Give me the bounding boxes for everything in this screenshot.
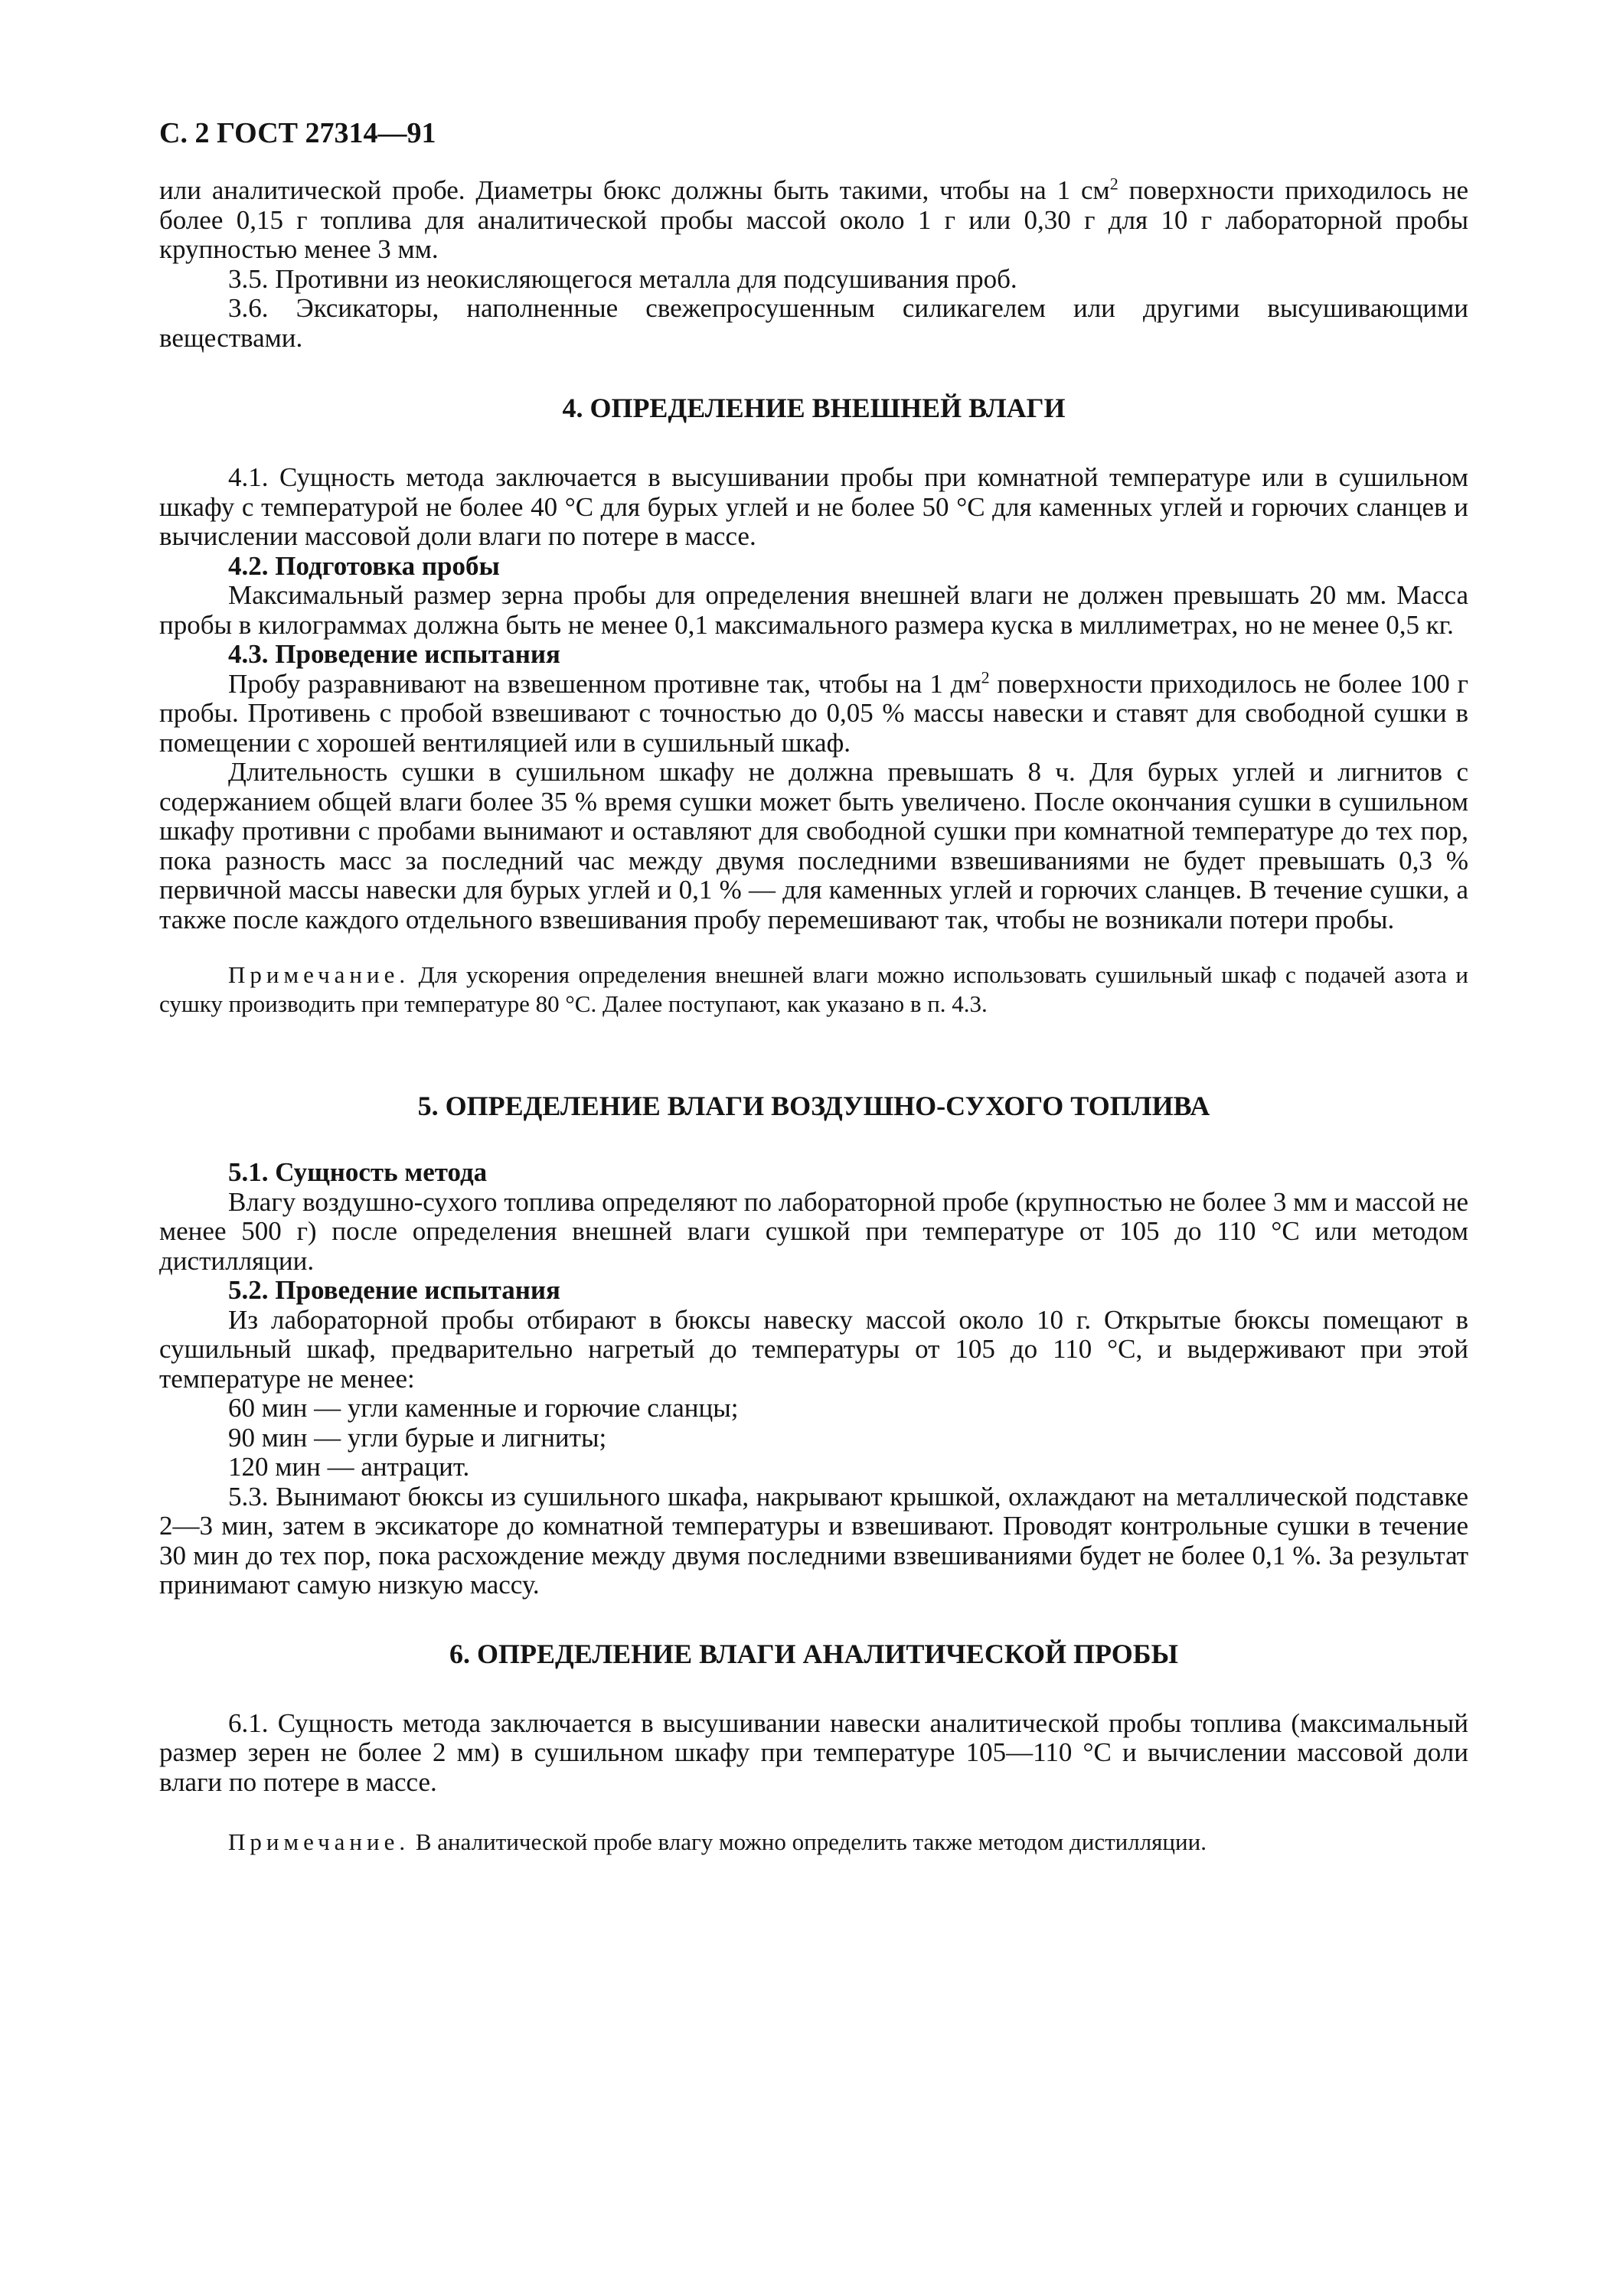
- superscript: 2: [981, 667, 990, 687]
- paragraph-4-2: Максимальный размер зерна пробы для определения внешней влаги не должен превышать 20 мм. Масса пробы в килограммах должна быть не менее 0,1 максимального размера куска в миллиметрах, но не менее 0,5 кг.: [159, 580, 1468, 640]
- subheading-5-1: 5.1. Сущность метода: [228, 1157, 488, 1187]
- intro-paragraph: [159, 176, 1468, 265]
- intro-text-b: поверхности приходилось не более 0,15 г топлива для аналитической пробы массой около 1 г или 0,30 г для 10 г лабораторной пробы крупностью менее 3 мм.: [159, 175, 1469, 264]
- list-item: 60 мин — угли каменные и горючие сланцы;: [228, 1393, 739, 1423]
- note-section-6: [159, 1828, 1468, 1857]
- paragraph-4-3a-text-a: Пробу разравнивают на взвешенном противне так, чтобы на 1 дм: [228, 668, 981, 699]
- page-header: С. 2 ГОСТ 27314—91: [159, 117, 436, 149]
- list-item: 120 мин — антрацит.: [228, 1452, 470, 1482]
- note-label: Примечание.: [228, 961, 410, 988]
- paragraph-6-1: 6.1. Сущность метода заключается в высушивании навески аналитической пробы топлива (максимальный размер зерен не более 2 мм) в сушильном шкафу при температуре 105—110 °С и вычислении массовой доли влаги по потере в массе.: [159, 1707, 1468, 1797]
- subheading-4-3: 4.3. Проведение испытания: [228, 639, 560, 669]
- subheading-4-2: 4.2. Подготовка пробы: [228, 550, 500, 581]
- paragraph-5-2: Из лабораторной пробы отбирают в бюксы навеску массой около 10 г. Открытые бюксы помещают в сушильный шкаф, предварительно нагретый до температуры от 105 до 110 °С, и выдерживают при этой температуре не менее:: [159, 1304, 1468, 1394]
- intro-text-a: или аналитической пробе. Диаметры бюкс должны быть такими, чтобы на 1 см: [159, 175, 1110, 205]
- note-text: Для ускорения определения внешней влаги можно использовать сушильный шкаф с подачей азота и сушку производить при температуре 80 °С. Далее поступают, как указано в п. 4.3.: [159, 961, 1468, 1017]
- paragraph-4-3a-text-b: поверхности приходилось не более 100 г пробы. Противень с пробой взвешивают с точностью до 0,05 % массы навески и ставят для свободной сушки в помещении с хорошей вентиляцией или в сушильный шкаф.: [159, 668, 1468, 758]
- document-page: [159, 115, 1468, 1857]
- paragraph-4-3a: [159, 667, 1468, 758]
- list-item: 90 мин — угли бурые и лигниты;: [228, 1422, 607, 1453]
- subheading-5-2: 5.2. Проведение испытания: [228, 1275, 560, 1305]
- paragraph-4-1: 4.1. Сущность метода заключается в высушивании пробы при комнатной температуре или в сушильном шкафу с температурой не более 40 °С для бурых углей и не более 50 °С для каменных углей и горючих сланцев и вычислении массовой доли влаги по потере в массе.: [159, 462, 1468, 551]
- note-label: Примечание.: [228, 1828, 410, 1855]
- paragraph-4-3b: Длительность сушки в сушильном шкафу не должна превышать 8 ч. Для бурых углей и лигнитов с содержанием общей влаги более 35 % время сушки может быть увеличено. После окончания сушки в сушильном шкафу противни с пробами вынимают и оставляют для свободной сушки при комнатной температуре до тех пор, пока разность масс за последний час между двумя последними взвешиваниями не будет превышать 0,3 % первичной массы навески для бурых углей и 0,1 % — для каменных углей и горючих сланцев. В течение сушки, а также после каждого отдельного взвешивания пробу перемешивают так, чтобы не возникали потери пробы.: [159, 757, 1468, 934]
- paragraph-3-5: 3.5. Противни из неокисляющегося металла для подсушивания проб.: [228, 263, 1017, 294]
- section-4-title: 4. ОПРЕДЕЛЕНИЕ ВНЕШНЕЙ ВЛАГИ: [562, 393, 1066, 423]
- section-6-title: 6. ОПРЕДЕЛЕНИЕ ВЛАГИ АНАЛИТИЧЕСКОЙ ПРОБЫ: [449, 1638, 1178, 1669]
- paragraph-3-6: 3.6. Эксикаторы, наполненные свежепросушенным силикагелем или другими высушивающими веществами.: [159, 293, 1468, 353]
- section-5-title: 5. ОПРЕДЕЛЕНИЕ ВЛАГИ ВОЗДУШНО-СУХОГО ТОПЛИВА: [417, 1091, 1210, 1121]
- note-section-4: [159, 960, 1468, 1019]
- note-text: В аналитической пробе влагу можно определить также методом дистилляции.: [410, 1828, 1207, 1855]
- paragraph-5-1: Влагу воздушно-сухого топлива определяют по лабораторной пробе (крупностью не более 3 мм и массой не менее 500 г) после определения внешней влаги сушкой при температуре от 105 до 110 °С или методом дистилляции.: [159, 1186, 1468, 1276]
- superscript: 2: [1109, 174, 1118, 194]
- paragraph-5-3: 5.3. Вынимают бюксы из сушильного шкафа, накрывают крышкой, охлаждают на металлической подставке 2—3 мин, затем в эксикаторе до комнатной температуры и взвешивают. Проводят контрольные сушки в течение 30 мин до тех пор, пока расхождение между двумя последними взвешиваниями будет не более 0,1 %. За результат принимают самую низкую массу.: [159, 1481, 1468, 1600]
